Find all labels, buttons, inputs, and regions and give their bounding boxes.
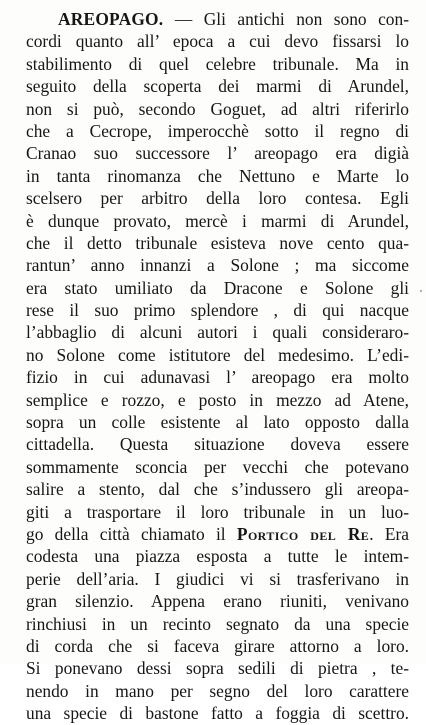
text-line: che il detto tribunale esisteva nove cento qua- [26,232,409,253]
text-line: era stato umiliato da Dracone e Solone gli [26,277,409,298]
text-line: l’abbaglio di alcuni autori i quali considerarо- [26,322,409,343]
text-line: rese il suo primo splendore , di qui nacque [26,300,409,321]
text-line: che a Cecrope, imperocchè sotto il regno di [26,120,409,141]
text-line: gran silenzio. Appena erano riuniti, venivano [26,591,409,612]
portico-name: Portico del Re [236,523,370,544]
text-line: Cranao suo successore l’ areopago era digià [26,143,409,164]
text-line: semplice e rozzo, e posto in mezzo ad Atene, [26,389,409,410]
text-line: rantun’ anno innanzi a Solone ; ma siccome [26,255,409,276]
text-line [26,8,409,30]
text-line: stabilimento di quel celebre tribunale. Ma in [26,53,409,74]
text-line: cittadella. Questa situazione doveva essere [26,434,409,455]
text-line: giti a trasportare il loro tribunale in un luo- [26,501,409,522]
text-line: scelsero per arbitro della loro contesa. Egli [26,188,409,209]
text-line: è dunque provato, mercè i marmi di Arundel, [26,210,409,231]
text-line: seguito della scoperta dei marmi di Arundel, [26,76,409,97]
text-line: in tanta rinomanza che Nettuno e Marte lo [26,165,409,186]
text-line: non si può, secondo Goguet, ad altri riferirlo [26,98,409,119]
article-text [26,8,409,725]
text-line: fizio in cui adunavasi l’ areopago era molto [26,367,409,388]
text-line: nendo in mano per segno del loro carattere [26,680,409,701]
text-line: salire a stento, dal che s’indussero gli areopa- [26,479,409,500]
text-line [26,523,409,545]
text-line: rinchiusi in un recinto segnato da una specie [26,613,409,634]
text-line: codesta una piazza esposta a tutte le intem- [26,546,409,567]
text-line: sopra un colle esistente al lato opposto dalla [26,412,409,433]
text-line: di corda che si faceva girare attorno a loro. [26,635,409,656]
text-line: cordi quanto all’ epoca a cui devo fissarsi lo [26,31,409,52]
text-line: perie dell’aria. I giudici vi si trasferivano in [26,568,409,589]
line-text: — Gli antichi non sono con- [174,9,409,29]
text-line: una specie di bastone fatto a foggia di scettro. [26,703,409,724]
line-text: . Era [369,523,409,544]
text-line: no Solone come istitutore del medesimo. L’edi- [26,344,409,365]
entry-title: AREOPAGO. [58,9,164,29]
text-line: Si ponevano dessi sopra sedili di pietra , te- [26,658,409,679]
scan-speck [420,290,422,292]
text-line: sommamente sconcia per vecchi che potevano [26,456,409,477]
line-text: go della città chiamato il [26,523,226,544]
